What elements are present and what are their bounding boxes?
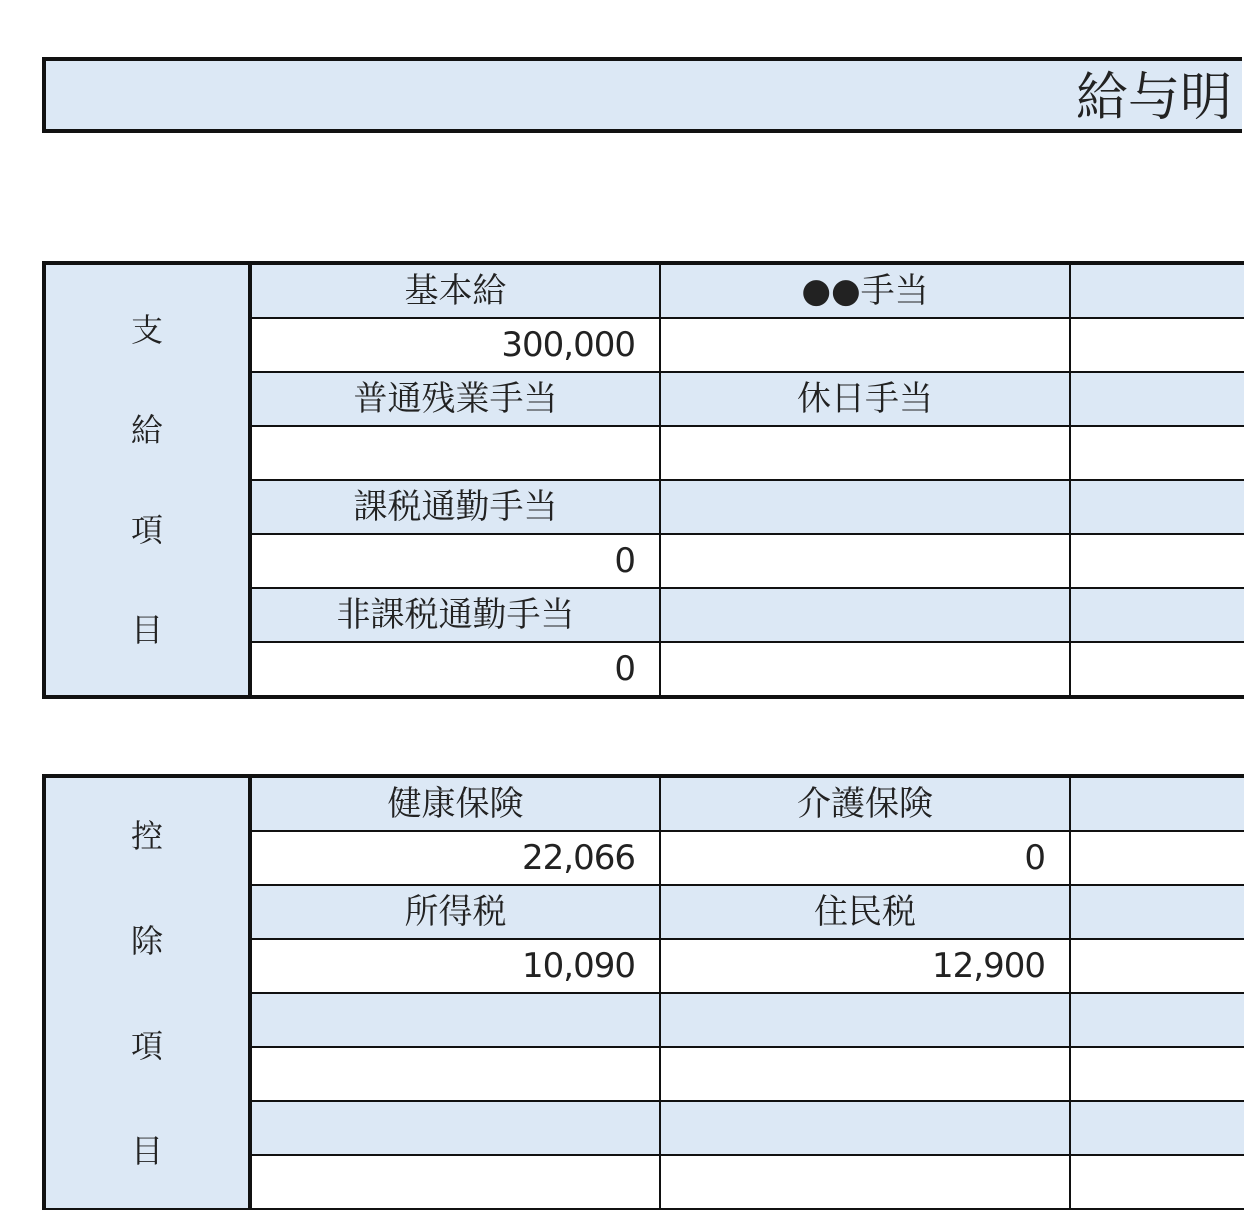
document-title: 給与明	[1076, 68, 1233, 128]
item-header	[1070, 1101, 1244, 1155]
item-header	[1070, 480, 1244, 534]
side-char: 目	[130, 1131, 163, 1170]
item-value-cell[interactable]	[1070, 1047, 1244, 1101]
item-header: 普通残業手当	[250, 372, 660, 426]
item-header	[250, 993, 660, 1047]
item-value-cell[interactable]	[1070, 939, 1244, 993]
item-header	[660, 1101, 1070, 1155]
item-header: 住民税	[660, 885, 1070, 939]
title-bar	[42, 57, 1242, 133]
item-value-cell[interactable]	[660, 534, 1070, 588]
item-value-cell[interactable]: 12,900	[660, 939, 1070, 993]
item-header: ●●手当	[660, 263, 1070, 318]
item-value-cell[interactable]	[660, 642, 1070, 697]
item-value-cell[interactable]	[250, 1155, 660, 1209]
side-char: 目	[130, 611, 163, 649]
item-header	[1070, 993, 1244, 1047]
item-header: 健康保険	[250, 776, 660, 831]
item-header	[1070, 885, 1244, 939]
deduction-header-row-1	[44, 776, 1244, 831]
item-value-cell[interactable]	[1070, 426, 1244, 480]
item-header: 非課税通勤手当	[250, 588, 660, 642]
payment-table	[42, 261, 1244, 699]
item-value-cell[interactable]	[660, 318, 1070, 372]
item-value-cell[interactable]	[660, 1155, 1070, 1209]
item-header: 基本給	[250, 263, 660, 318]
item-value-cell[interactable]: 22,066	[250, 831, 660, 885]
side-char: 控	[130, 816, 163, 855]
item-value-cell[interactable]: 0	[250, 642, 660, 697]
side-char: 支	[130, 311, 163, 349]
item-header: 介護保険	[660, 776, 1070, 831]
deduction-side-label	[44, 776, 250, 1209]
item-value-cell[interactable]	[1070, 831, 1244, 885]
item-value-cell[interactable]: 300,000	[250, 318, 660, 372]
item-value-cell[interactable]	[660, 426, 1070, 480]
item-value-cell[interactable]: 0	[660, 831, 1070, 885]
item-value-cell[interactable]	[660, 1047, 1070, 1101]
payment-side-label	[44, 263, 250, 697]
item-header	[1070, 372, 1244, 426]
item-value-cell[interactable]	[1070, 318, 1244, 372]
item-header	[250, 1101, 660, 1155]
item-value-cell[interactable]: 0	[250, 534, 660, 588]
item-value-cell[interactable]	[1070, 642, 1244, 697]
item-header: 所得税	[250, 885, 660, 939]
side-char: 給	[130, 411, 163, 449]
item-value-cell[interactable]	[1070, 534, 1244, 588]
item-header	[660, 480, 1070, 534]
side-char: 項	[130, 511, 163, 549]
item-header	[1070, 263, 1244, 318]
side-char: 除	[130, 921, 163, 960]
item-value-cell[interactable]	[250, 426, 660, 480]
item-header	[1070, 776, 1244, 831]
item-header	[660, 993, 1070, 1047]
item-header: 休日手当	[660, 372, 1070, 426]
item-header	[1070, 588, 1244, 642]
item-value-cell[interactable]	[250, 1047, 660, 1101]
item-header	[660, 588, 1070, 642]
deduction-table	[42, 774, 1244, 1210]
side-char: 項	[130, 1026, 163, 1065]
item-header: 課税通勤手当	[250, 480, 660, 534]
item-value-cell[interactable]: 10,090	[250, 939, 660, 993]
payment-header-row-1	[44, 263, 1244, 318]
item-value-cell[interactable]	[1070, 1155, 1244, 1209]
